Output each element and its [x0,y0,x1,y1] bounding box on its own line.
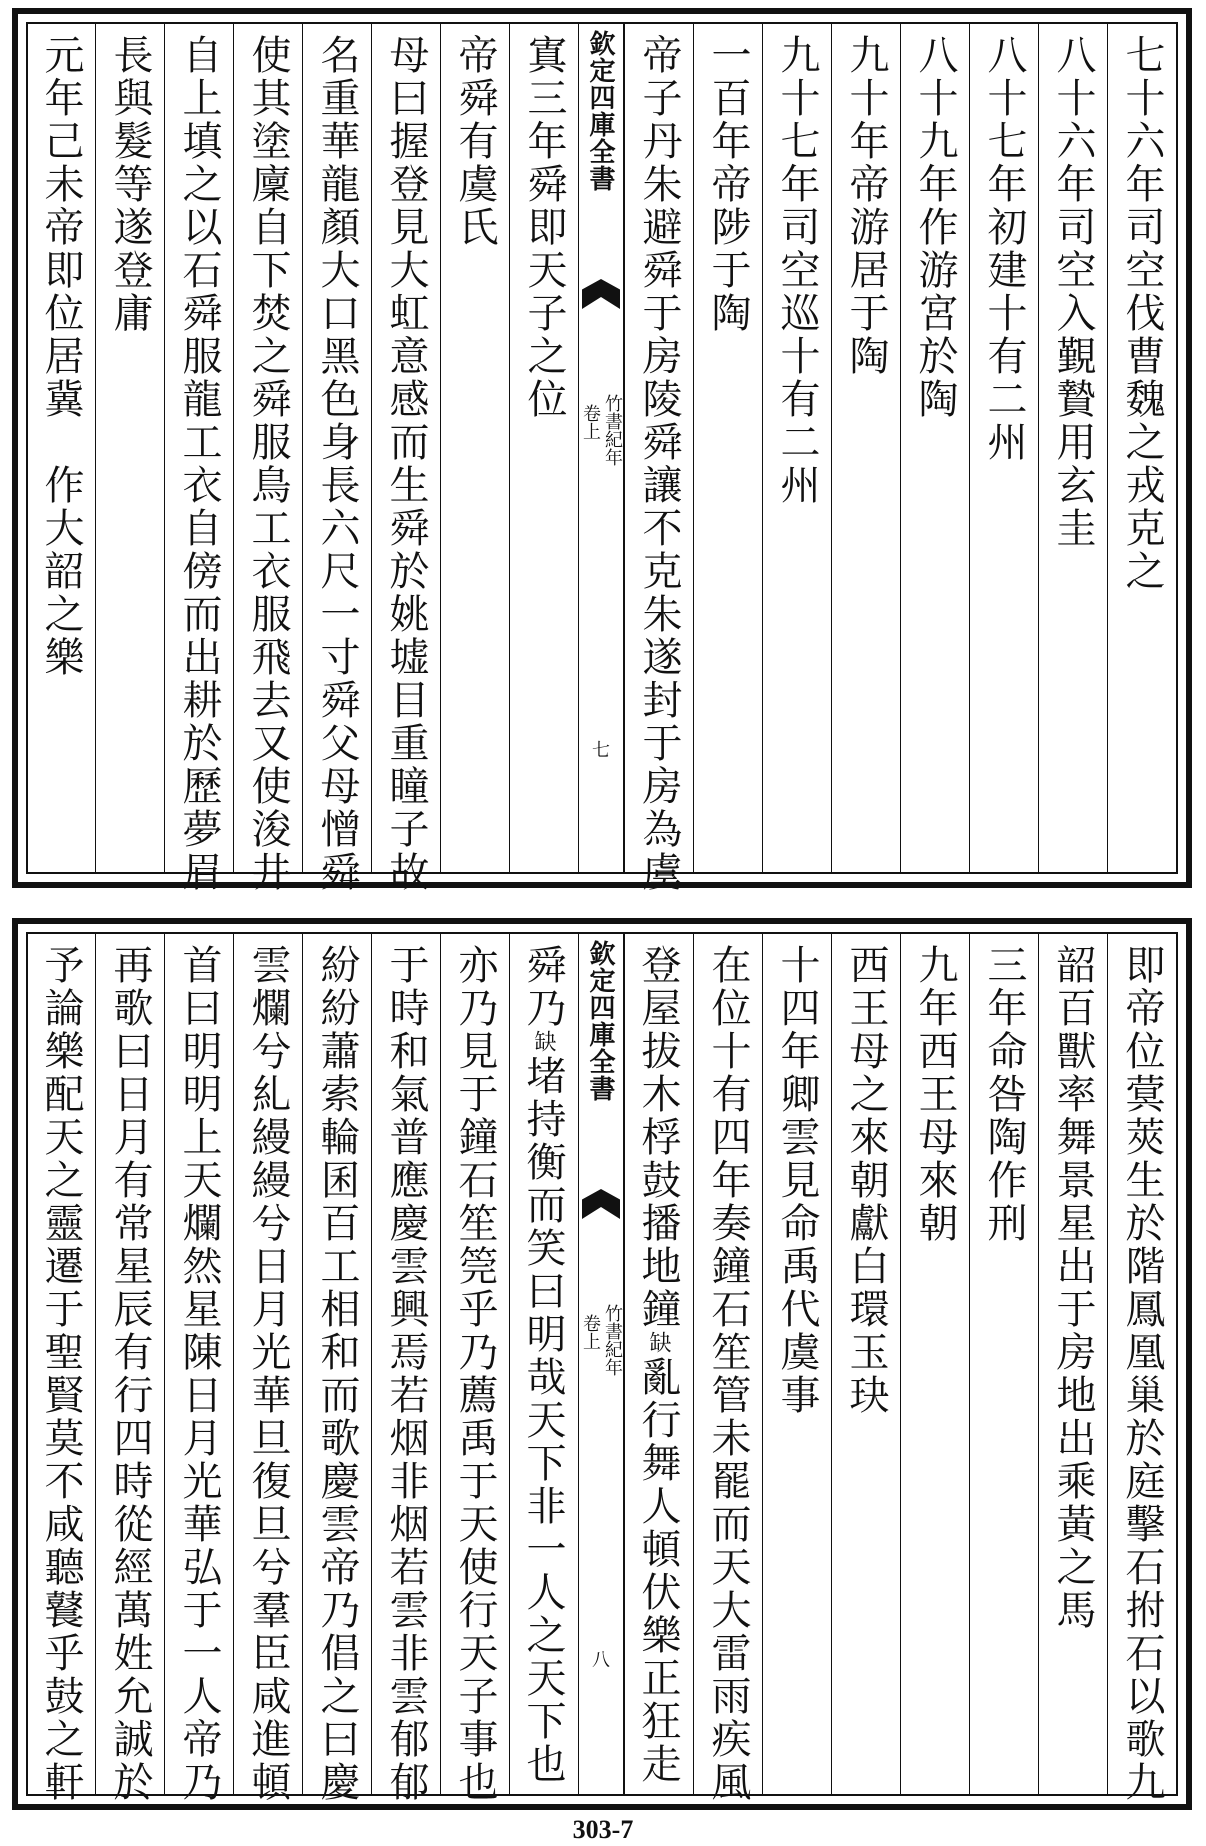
leaf-number: 八 [592,1650,610,1671]
text-column: 西王母之來朝獻白環玉玦 [831,934,900,1794]
text-column: 九十年帝游居于陶 [831,24,900,872]
text-column: 元年己未帝即位居冀 作大韶之樂 [38,34,84,679]
fishtail-center-column [578,934,624,1794]
text-column: 帝舜有虞氏 [440,24,509,872]
text-column: 雲爛兮糺縵縵兮日月光華旦復旦兮羣臣咸進頓 [233,934,302,1794]
text-column: 使其塗廩自下焚之舜服鳥工衣服飛去又使浚井 [233,24,302,872]
fishtail-mark-icon [582,279,620,309]
book-title: 欽定四庫全書 [585,940,615,1102]
text-column: 再歌曰日月有常星辰有行四時從經萬姓允誠於 [95,934,164,1794]
text-column: 母曰握登見大虹意感而生舜於姚墟目重瞳子故 [371,24,440,872]
lower-page-columns [26,932,1178,1804]
text-column: 九十七年司空巡十有二州 [762,24,831,872]
text-column: 一百年帝陟于陶 [693,24,762,872]
text-column: 紛紛蕭索輪囷百工相和而歌慶雲帝乃倡之曰慶 [302,934,371,1794]
text-column: 自上填之以石舜服龍工衣自傍而出耕於歷夢眉 [164,24,233,872]
fishtail-center-column [578,24,624,872]
text-column: 八十九年作游宮於陶 [900,24,969,872]
text-column: 即帝位蓂莢生於階鳳凰巢於庭擊石拊石以歌九 [1107,934,1176,1794]
text-column: 九年西王母來朝 [900,934,969,1794]
volume-number: 卷上 [580,404,601,440]
text-column: 登屋拔木桴鼓播地鐘缺亂行舞人頓伏樂正狂走 [624,934,693,1794]
text-column: 七十六年司空伐曹魏之戎克之 [1107,24,1176,872]
text-column: 韶百獸率舞景星出于房地出乘黃之馬 [1038,934,1107,1794]
text-column: 于時和氣普應慶雲興焉若烟非烟若雲非雲郁郁 [371,934,440,1794]
page-code: 303-7 [572,1815,634,1844]
text-column: 三年命咎陶作刑 [969,934,1038,1794]
book-title: 欽定四庫全書 [585,30,615,192]
fishtail-mark-icon [582,1189,620,1219]
text-column: 首曰明明上天爛然星陳日月光華弘于一人帝乃 [164,934,233,1794]
text-column: 舜乃缺堵持衡而笑曰明哉天下非一人之天下也 [509,934,578,1794]
upper-page-frame [12,8,1192,894]
volume-title: 竹書紀年 [602,394,623,466]
text-column: 八十六年司空入覲贄用玄圭 [1038,24,1107,872]
text-column: 十四年卿雲見命禹代虞事 [762,934,831,1794]
text-column: 長與髮等遂登庸 [95,24,164,872]
text-column: 在位十有四年奏鐘石笙管未罷而天大雷雨疾風 [693,934,762,1794]
volume-title: 竹書紀年 [602,1304,623,1376]
text-column: 八十七年初建十有二州 [969,24,1038,872]
leaf-number: 七 [592,740,610,761]
text-column: 帝子丹朱避舜于房陵舜讓不克朱遂封于房為虞 [624,24,693,872]
text-column: 名重華龍顏大口黑色身長六尺一寸舜父母憎舜 [302,24,371,872]
lower-page-frame [12,918,1192,1810]
volume-number: 卷上 [580,1314,601,1350]
text-column: 予論樂配天之靈遷于聖賢莫不咸聽鼚乎鼓之軒 [38,944,84,1804]
upper-page-columns [26,22,1178,894]
text-column: 亦乃見于鐘石笙筦乎乃薦禹于天使行天子事也 [440,934,509,1794]
text-column: 寘三年舜即天子之位 [509,24,578,872]
